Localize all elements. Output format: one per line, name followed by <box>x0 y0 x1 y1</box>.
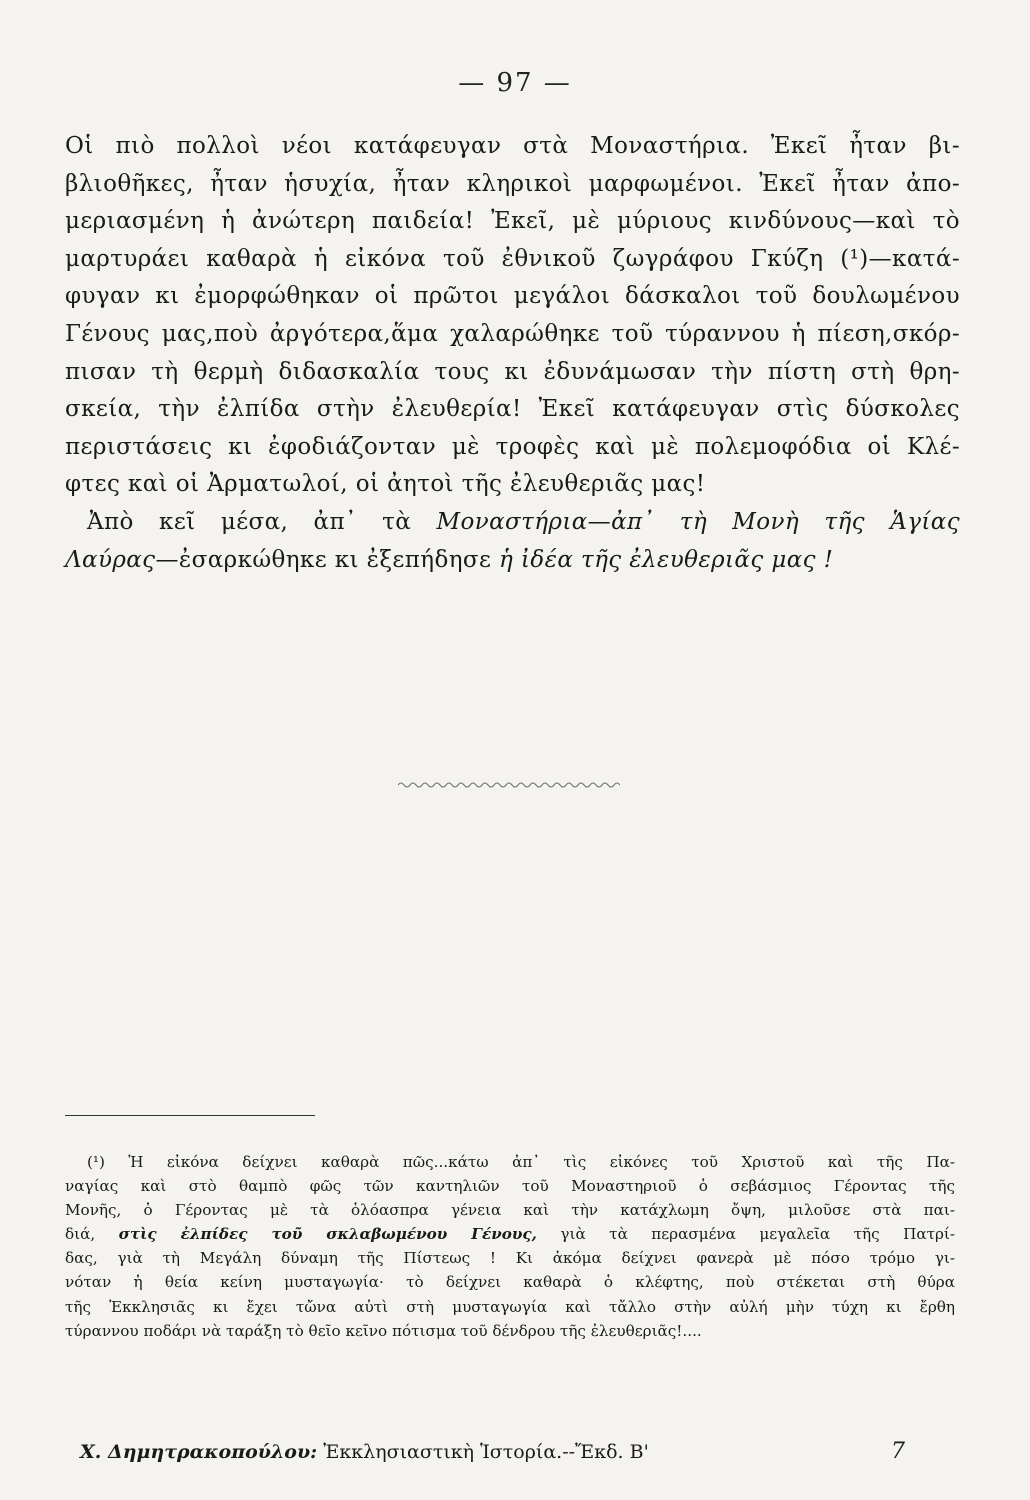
footnote-line: ναγίας καὶ στὸ θαμπὸ φῶς τῶν καντηλιῶν τοῦ Μοναστηριοῦ ὁ σεβάσμιος Γέροντας τῆς <box>65 1177 955 1196</box>
body-line <box>65 504 960 542</box>
footnote-line: τῆς Ἐκκλησιᾶς κι ἔχει τὤνα αὐτὶ στὴ μυσταγωγία καὶ τἄλλο στὴν αὐλή μὴν τύχη κι ἔρθη <box>65 1297 955 1316</box>
footer-author: Χ. Δημητρακοπούλου: <box>80 1441 318 1463</box>
body-text-span: —ἐσαρκώθηκε κι ἐξεπήδησε <box>155 546 500 573</box>
footnote-line: νόταν ἡ θεία κείνη μυσταγωγία· τὸ δείχνει καθαρὰ ὁ κλέφτης, ποὺ στέκεται στὴ θύρα <box>65 1273 955 1292</box>
body-line: φυγαν κι ἐμορφώθηκαν οἱ πρῶτοι μεγάλοι δάσκαλοι τοῦ δουλωμένου <box>65 283 960 310</box>
footnote-rule <box>65 1115 315 1116</box>
footnote-span: διά, <box>65 1225 119 1244</box>
body-text-span: Ἀπὸ κεῖ μέσα, ἀπ᾽ τὰ <box>87 508 437 535</box>
body-line: μαρτυράει καθαρὰ ἡ εἰκόνα τοῦ ἐθνικοῦ ζωγράφου Γκύζη (¹)—κατά- <box>65 245 960 272</box>
body-line: σκεία, τὴν ἐλπίδα στὴν ἐλευθερία! Ἐκεῖ κατάφευγαν στὶς δύσκολες <box>65 396 960 423</box>
body-line: φτες καὶ οἱ Ἀρματωλοί, οἱ ἀητοὶ τῆς ἐλευθεριᾶς μας! <box>65 471 706 498</box>
page-number: — 97 — <box>458 68 572 98</box>
body-line: Γένους μας,ποὺ ἀργότερα,ἅμα χαλαρώθηκε τοῦ τύραννου ἡ πίεση,σκόρ- <box>65 320 960 347</box>
footnote-emphasis: στὶς ἐλπίδες τοῦ σκλαβωμένου Γένους, <box>118 1225 537 1244</box>
body-italic-span: ἡ ἰδέα τῆς ἐλευθεριᾶς μας ! <box>499 546 834 573</box>
footnote-span: γιὰ τὰ περασμένα μεγαλεῖα τῆς Πατρί- <box>536 1225 956 1244</box>
body-line <box>65 542 960 580</box>
footnote-line: δας, γιὰ τὴ Μεγάλη δύναμη τῆς Πίστεως ! Κι ἀκόμα δείχνει φανερὰ μὲ πόσο τρόμο γι- <box>65 1249 955 1268</box>
footnote-line: (¹) Ἡ εἰκόνα δείχνει καθαρὰ πῶς...κάτω ἀπ᾽ τὶς εἰκόνες τοῦ Χριστοῦ καὶ τῆς Πα- <box>87 1153 955 1171</box>
footer-title: Ἐκκλησιαστικὴ Ἱστορία.--Ἔκδ. Β' <box>323 1441 649 1463</box>
body-line: πισαν τὴ θερμὴ διδασκαλία τους κι ἐδυνάμωσαν τὴν πίστη στὴ θρη- <box>65 358 960 385</box>
body-text <box>65 128 960 579</box>
body-italic-span: Μοναστήρια—ἀπ᾽ τὴ Μονὴ τῆς Ἁγίας <box>436 508 960 535</box>
body-line: μεριασμένη ἡ ἀνώτερη παιδεία! Ἐκεῖ, μὲ μύριους κινδύνους—καὶ τὸ <box>65 208 960 235</box>
body-line: περιστάσεις κι ἐφοδιάζονταν μὲ τροφὲς καὶ μὲ πολεμοφόδια οἱ Κλέ- <box>65 433 960 460</box>
body-line: Οἱ πιὸ πολλοὶ νέοι κατάφευγαν στὰ Μοναστήρια. Ἐκεῖ ἦταν βι- <box>65 133 960 159</box>
footnote <box>65 1150 955 1343</box>
footnote-line: τύραννου ποδάρι νὰ ταράξη τὸ θεῖο κεῖνο πότισμα τοῦ δένδρου τῆς ἐλευθεριᾶς!.... <box>65 1321 702 1340</box>
section-divider-ornament <box>398 780 620 790</box>
footnote-line <box>65 1222 955 1246</box>
footnote-line: Μονῆς, ὁ Γέροντας μὲ τὰ ὁλόασπρα γένεια καὶ τὴν κατάχλωμη ὄψη, μιλοῦσε στὰ παι- <box>65 1201 955 1220</box>
body-line: βλιοθῆκες, ἦταν ἡσυχία, ἦταν κληρικοὶ μαρφωμένοι. Ἐκεῖ ἦταν ἀπο- <box>65 170 960 197</box>
body-italic-span: Λαύρας <box>65 546 156 573</box>
signature-mark: 7 <box>891 1439 905 1464</box>
page-footer <box>80 1438 905 1466</box>
